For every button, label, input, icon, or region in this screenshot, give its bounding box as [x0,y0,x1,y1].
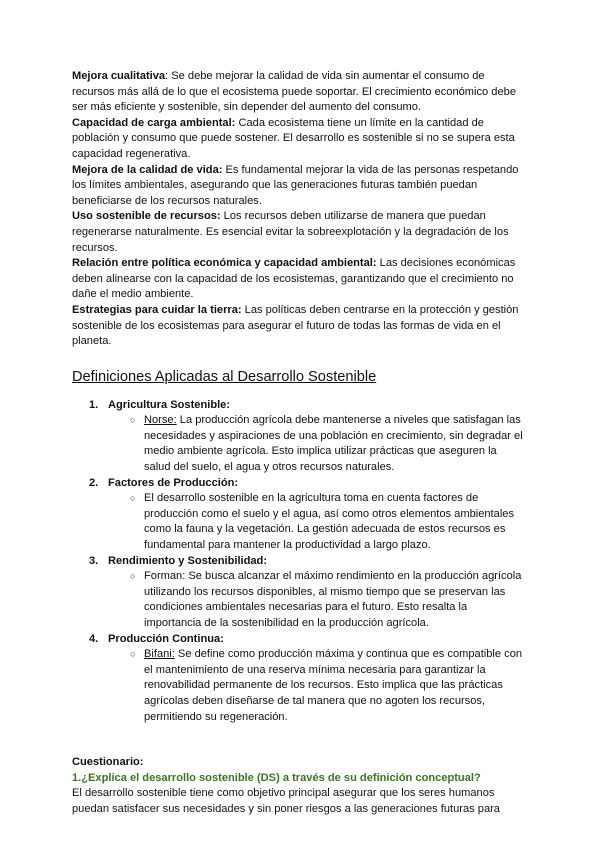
sub-item [108,491,524,553]
paragraph-uso-sostenible [72,209,524,256]
sub-item-text: Forman: Se busca alcanzar el máximo rendimiento en la producción agrícola utilizando los recursos disponibles, al mismo tiempo que se preservan las condiciones ambientales necesarias para el futuro. Esto resalta la importancia de la sostenibilidad en la producción agrícola. [144,570,522,629]
list-item [72,554,524,632]
sub-item [108,413,524,475]
paragraph-relacion-politica [72,256,524,303]
sub-item [108,569,524,631]
circle-bullet-icon: ○ [130,415,136,426]
author-name: Norse: [144,414,177,427]
paragraph-term: Estrategias para cuidar la tierra: [72,303,242,316]
item-number: 1. [89,398,99,411]
item-title: Factores de Producción: [108,476,239,489]
paragraph-calidad-vida [72,163,524,210]
document-page [72,69,524,818]
list-item [72,398,524,476]
paragraph-text: Los recursos deben utilizarse de manera que puedan regenerarse naturalmente. Es esencial evitar la sobreexplotación y la degradación de los recursos. [72,210,509,254]
item-title: Producción Continua: [108,632,224,645]
item-title: Rendimiento y Sostenibilidad: [108,554,268,567]
section-title: Definiciones Aplicadas al Desarrollo Sostenible [72,368,377,385]
author-name: Bifani: [144,648,175,661]
sub-item [108,647,524,725]
sub-item-text: Se define como producción máxima y continua que es compatible con el mantenimiento de una reserva mínima necesaria para garantizar la renovabilidad permanente de los recursos. Esto implica que las prácticas agrícolas deben diseñarse de tal manera que no agoten los recursos, permitiendo su regeneración. [144,648,523,723]
definitions-list [72,398,524,725]
circle-bullet-icon: ○ [130,649,136,660]
paragraph-mejora-cualitativa [72,69,524,116]
paragraph-capacidad-carga [72,116,524,163]
answer-text: El desarrollo sostenible tiene como objetivo principal asegurar que los seres humanos puedan satisfacer sus necesidades y sin poner riesgos a las generaciones futuras para [72,787,500,815]
paragraph-term: Relación entre política económica y capacidad ambiental: [72,257,377,270]
paragraph-text: Es fundamental mejorar la vida de las personas respetando los límites ambientales, asegurando que las generaciones futuras también puedan beneficiarse de los recursos naturales. [72,163,519,207]
paragraph-term: Mejora cualitativa [72,70,166,82]
questionnaire-heading: Cuestionario: [72,756,144,769]
paragraph-text: Las políticas deben centrarse en la protección y gestión sostenible de los ecosistemas para asegurar el futuro de todas las formas de vida en el planeta. [72,303,519,348]
paragraph-text: : Se debe mejorar la calidad de vida sin aumentar el consumo de recursos más allá de lo que el ecosistema puede soportar. El crecimiento económico debe ser más eficiente y sostenible, sin depender del aumento del consumo. [72,70,516,114]
list-item [72,476,524,554]
item-title: Agricultura Sostenible: [108,398,231,411]
paragraph-term: Mejora de la calidad de vida: [72,163,223,176]
paragraph-term: Capacidad de carga ambiental: [72,116,236,129]
item-number: 2. [89,476,99,489]
paragraph-text: Cada ecosistema tiene un límite en la cantidad de población y consumo que puede sostener. El desarrollo es sostenible si no se supera esta capacidad regenerativa. [72,116,515,160]
paragraph-text: Las decisiones económicas deben alinearse con la capacidad de los ecosistemas, garantizando que el crecimiento no dañe el medio ambiente. [72,257,516,301]
paragraph-estrategias [72,303,524,350]
sub-item-text: El desarrollo sostenible en la agricultura toma en cuenta factores de producción como el suelo y el agua, así como otros elementos ambientales como la fauna y la vegetación. La gestión adecuada de estos recursos es fundamental para mantener la productividad a largo plazo. [144,492,514,552]
list-item [72,632,524,726]
sub-item-text: La producción agrícola debe mantenerse a niveles que satisfagan las necesidades y aspiraciones de una población en crecimiento, sin degradar el medio ambiente agrícola. Esto implica utilizar prácticas que aseguren la salud del suelo, el agua y otros recursos naturales. [144,414,523,474]
circle-bullet-icon: ○ [130,493,136,504]
circle-bullet-icon: ○ [130,571,136,582]
item-number: 3. [89,554,99,567]
paragraph-term: Uso sostenible de recursos: [72,210,221,223]
item-number: 4. [89,632,99,645]
question-title: 1.¿Explica el desarrollo sostenible (DS) a través de su definición conceptual? [72,771,481,784]
